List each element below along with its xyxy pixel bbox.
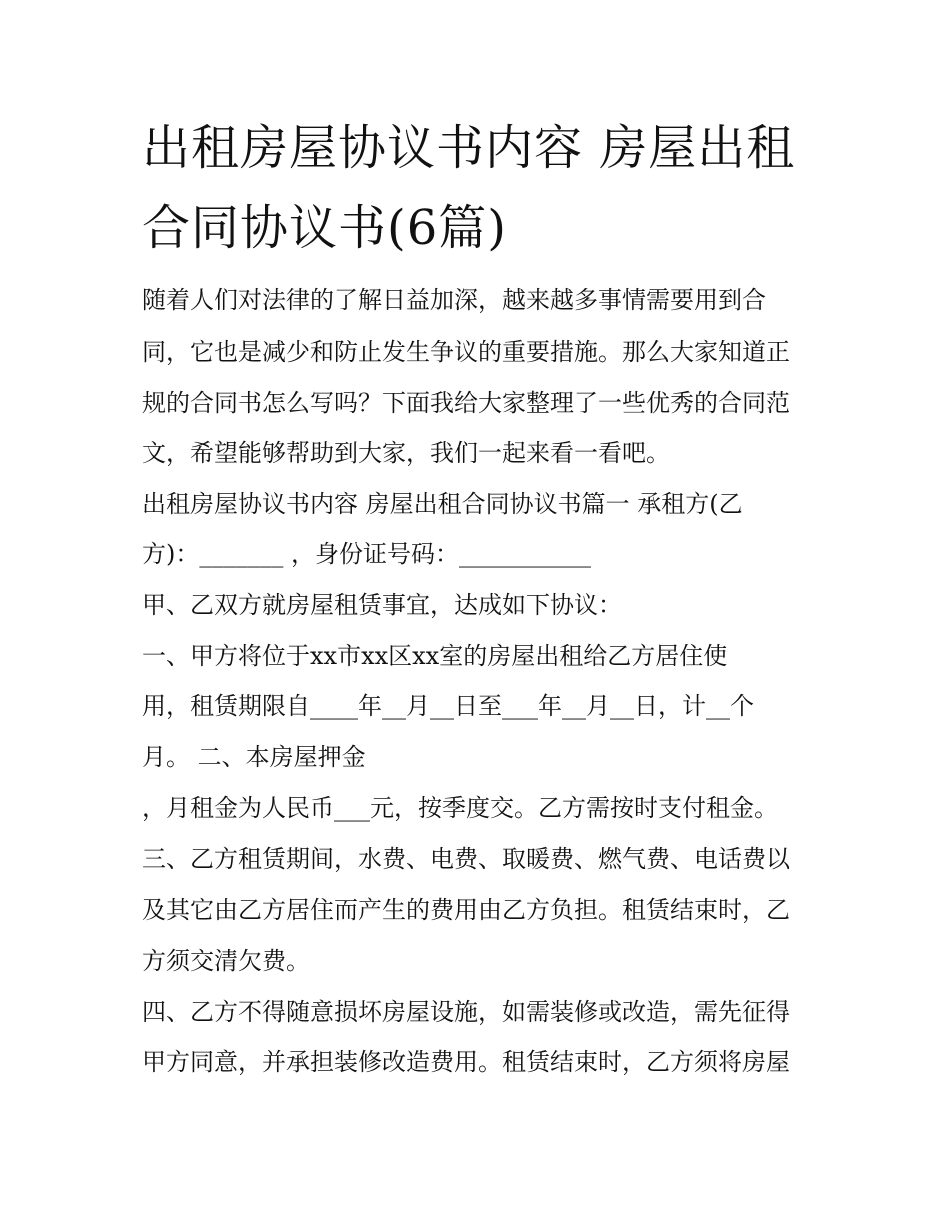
body-line: 月。 二、本房屋押金 — [142, 743, 366, 771]
body-line: 及其它由乙方居住而产生的费用由乙方负担。租赁结束时，乙 — [142, 896, 790, 924]
body-line: 同，它也是减少和防止发生争议的重要措施。那么大家知道正 — [142, 338, 790, 366]
body-line: ，月租金为人民币___元，按季度交。乙方需按时支付租金。 — [142, 794, 778, 822]
body-line: 一、甲方将位于xx市xx区xx室的房屋出租给乙方居住使 — [142, 642, 728, 670]
document-title-line-1: 出租房屋协议书内容 房屋出租 — [142, 120, 796, 176]
body-line: 随着人们对法律的了解日益加深，越来越多事情需要用到合 — [142, 286, 766, 314]
body-line: 文，希望能够帮助到大家，我们一起来看一看吧。 — [142, 439, 670, 467]
body-line: 四、乙方不得随意损坏房屋设施，如需装修或改造，需先征得 — [142, 998, 790, 1026]
body-line: 用，租赁期限自____年__月__日至___年__月__日，计__个 — [142, 692, 754, 720]
body-line: 出租房屋协议书内容 房屋出租合同协议书篇一 承租方(乙 — [142, 490, 743, 518]
body-line: 规的合同书怎么写吗？下面我给大家整理了一些优秀的合同范 — [142, 389, 790, 417]
body-line: 甲方同意，并承担装修改造费用。租赁结束时，乙方须将房屋 — [142, 1048, 790, 1076]
body-line: 方)：_______ ，身份证号码：___________ — [142, 540, 591, 568]
document-title-line-2: 合同协议书(6篇) — [142, 200, 507, 256]
body-line: 三、乙方租赁期间，水费、电费、取暖费、燃气费、电话费以 — [142, 845, 790, 873]
body-line: 方须交清欠费。 — [142, 947, 310, 975]
body-line: 甲、乙双方就房屋租赁事宜，达成如下协议： — [142, 591, 622, 619]
